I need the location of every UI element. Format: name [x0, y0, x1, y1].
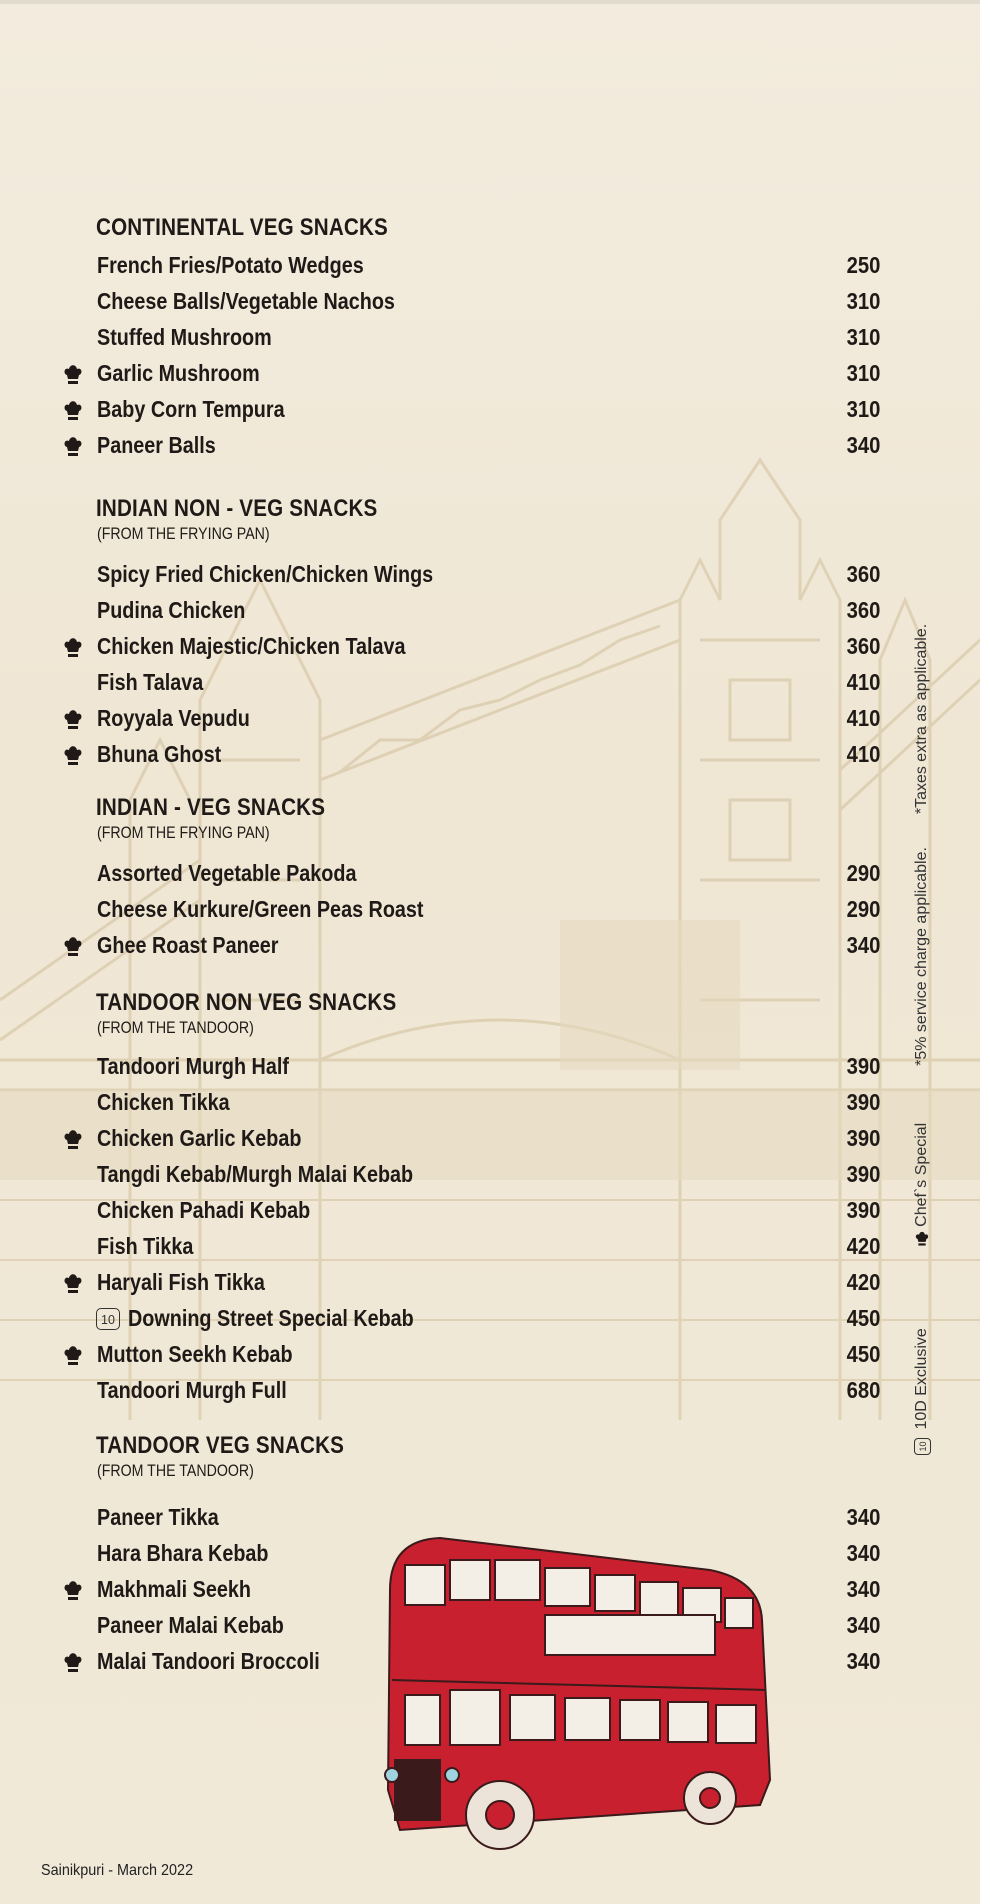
section-title: TANDOOR VEG SNACKS — [96, 1432, 345, 1459]
menu-item-price: 340 — [846, 1540, 880, 1566]
menu-item-price: 290 — [846, 896, 880, 922]
section-subtitle: (FROM THE TANDOOR) — [97, 1462, 254, 1480]
menu-item — [0, 250, 980, 284]
menu-item-name: Tangdi Kebab/Murgh Malai Kebab — [97, 1161, 414, 1187]
section-title: INDIAN NON - VEG SNACKS — [96, 495, 378, 522]
menu-item — [0, 1375, 980, 1409]
menu-item-name: Cheese Balls/Vegetable Nachos — [97, 288, 395, 314]
menu-item-price: 410 — [846, 741, 880, 767]
chef-hat-icon — [63, 745, 83, 767]
menu-item-price: 390 — [846, 1161, 880, 1187]
section-title: TANDOOR NON VEG SNACKS — [96, 989, 397, 1016]
menu-item-price: 450 — [846, 1341, 880, 1367]
menu-item-price: 310 — [846, 324, 880, 350]
section-title: INDIAN - VEG SNACKS — [96, 794, 326, 821]
menu-item — [0, 1231, 980, 1265]
tax-note: *Taxes extra as applicable. — [913, 623, 930, 815]
menu-item — [0, 394, 980, 428]
menu-item-price: 340 — [846, 1504, 880, 1530]
menu-item-name: Chicken Pahadi Kebab — [97, 1197, 311, 1223]
menu-item-price: 310 — [846, 288, 880, 314]
menu-item — [0, 930, 980, 964]
chef-hat-icon — [63, 637, 83, 659]
chef-hat-icon — [63, 1129, 83, 1151]
menu-item-price: 290 — [846, 860, 880, 886]
footer-location-date: Sainikpuri - March 2022 — [41, 1862, 194, 1879]
legend-and-notes — [913, 623, 939, 1455]
exclusive-icon: 10 — [914, 1438, 931, 1455]
menu-item — [0, 703, 980, 737]
menu-item — [0, 894, 980, 928]
menu-item-name: Paneer Tikka — [97, 1504, 219, 1530]
menu-item-price: 450 — [846, 1305, 880, 1331]
menu-item — [0, 1087, 980, 1121]
menu-item-price: 420 — [846, 1233, 880, 1259]
menu-item — [0, 1195, 980, 1229]
menu-item-name: Tandoori Murgh Full — [97, 1377, 287, 1403]
menu-item-name: Tandoori Murgh Half — [97, 1053, 289, 1079]
menu-item-name: Haryali Fish Tikka — [97, 1269, 265, 1295]
menu-item-price: 340 — [846, 432, 880, 458]
menu-item-price: 360 — [846, 597, 880, 623]
menu-item-name: Stuffed Mushroom — [97, 324, 272, 350]
chef-hat-icon — [63, 436, 83, 458]
chef-hat-icon — [63, 1580, 83, 1602]
menu-item-name: Hara Bhara Kebab — [97, 1540, 269, 1566]
menu-item-name: Fish Talava — [97, 669, 204, 695]
chef-hat-icon — [63, 1652, 83, 1674]
section-subtitle: (FROM THE FRYING PAN) — [97, 525, 270, 543]
menu-item-price: 340 — [846, 1612, 880, 1638]
menu-item-name: Royyala Vepudu — [97, 705, 250, 731]
right-margin — [980, 0, 990, 1904]
menu-item — [0, 430, 980, 464]
menu-item-name: Makhmali Seekh — [97, 1576, 251, 1602]
menu-item-name: Bhuna Ghost — [97, 741, 222, 767]
section-subtitle: (FROM THE FRYING PAN) — [97, 824, 270, 842]
chef-hat-icon — [63, 364, 83, 386]
menu-item-price: 340 — [846, 932, 880, 958]
menu-item-name: Chicken Garlic Kebab — [97, 1125, 302, 1151]
menu-item-price: 310 — [846, 396, 880, 422]
chef-legend-label: Chef`s Special — [913, 1122, 930, 1227]
menu-item — [0, 1159, 980, 1193]
exclusive-icon: 10 — [96, 1308, 120, 1330]
menu-item-price: 390 — [846, 1053, 880, 1079]
menu-item — [0, 322, 980, 356]
menu-item-name: Paneer Malai Kebab — [97, 1612, 284, 1638]
menu-item-name: Mutton Seekh Kebab — [97, 1341, 293, 1367]
chef-hat-icon — [63, 936, 83, 958]
top-border — [0, 0, 980, 4]
menu-item-price: 390 — [846, 1125, 880, 1151]
menu-item — [0, 667, 980, 701]
menu-item — [0, 631, 980, 665]
menu-item-price: 360 — [846, 633, 880, 659]
menu-item — [0, 1267, 980, 1301]
chef-hat-icon — [63, 1345, 83, 1367]
chef-hat-icon — [63, 709, 83, 731]
menu-item-price: 340 — [846, 1648, 880, 1674]
menu-item-name: Paneer Balls — [97, 432, 216, 458]
menu-item-name: Cheese Kurkure/Green Peas Roast — [97, 896, 424, 922]
menu-item-price: 680 — [846, 1377, 880, 1403]
menu-item-name: Fish Tikka — [97, 1233, 194, 1259]
menu-item-price: 360 — [846, 561, 880, 587]
menu-item — [0, 1123, 980, 1157]
chef-hat-icon — [914, 1231, 930, 1247]
menu-item-name: Ghee Roast Paneer — [97, 932, 279, 958]
chef-hat-icon — [63, 400, 83, 422]
menu-item-name: Baby Corn Tempura — [97, 396, 285, 422]
menu-item-name: Assorted Vegetable Pakoda — [97, 860, 357, 886]
menu-item-price: 410 — [846, 669, 880, 695]
section-title: CONTINENTAL VEG SNACKS — [96, 214, 389, 241]
double-decker-bus-illustration — [380, 1530, 780, 1860]
menu-item — [0, 1051, 980, 1085]
menu-item — [0, 858, 980, 892]
menu-item-price: 410 — [846, 705, 880, 731]
menu-item — [0, 358, 980, 392]
menu-item-name: Spicy Fried Chicken/Chicken Wings — [97, 561, 434, 587]
menu-item-price: 390 — [846, 1089, 880, 1115]
menu-item-price: 310 — [846, 360, 880, 386]
menu-item — [0, 739, 980, 773]
menu-item — [0, 1339, 980, 1373]
menu-item-name: Garlic Mushroom — [97, 360, 260, 386]
menu-item-price: 340 — [846, 1576, 880, 1602]
service-charge-note: *5% service charge applicable. — [913, 847, 930, 1066]
chef-hat-icon — [63, 1273, 83, 1295]
menu-item-price: 420 — [846, 1269, 880, 1295]
menu-item-name: Malai Tandoori Broccoli — [97, 1648, 320, 1674]
section-subtitle: (FROM THE TANDOOR) — [97, 1019, 254, 1037]
menu-item-price: 390 — [846, 1197, 880, 1223]
menu-item — [0, 1303, 980, 1337]
menu-item-price: 250 — [846, 252, 880, 278]
menu-item-name: Downing Street Special Kebab — [128, 1305, 414, 1331]
menu-item-name: Chicken Majestic/Chicken Talava — [97, 633, 406, 659]
menu-item-name: French Fries/Potato Wedges — [97, 252, 364, 278]
menu-item-name: Pudina Chicken — [97, 597, 246, 623]
menu-item-name: Chicken Tikka — [97, 1089, 230, 1115]
menu-item — [0, 286, 980, 320]
menu-item — [0, 559, 980, 593]
exclusive-legend-label: 10D Exclusive — [913, 1328, 930, 1430]
menu-item — [0, 595, 980, 629]
